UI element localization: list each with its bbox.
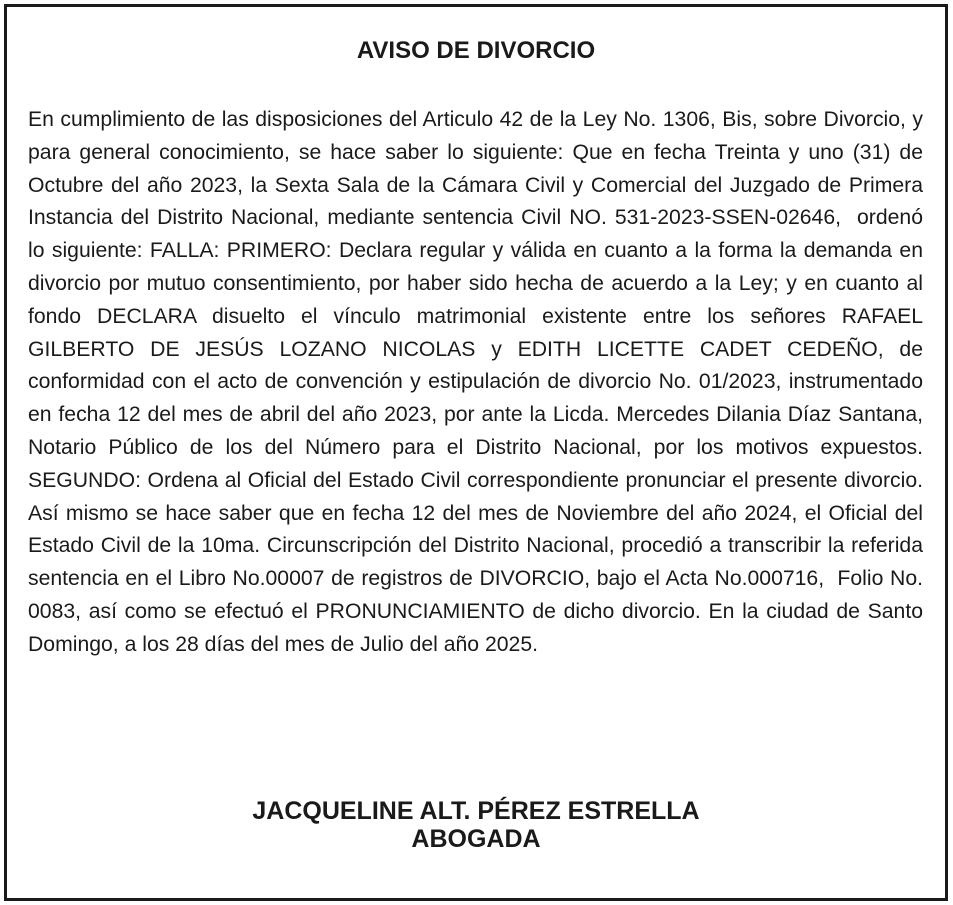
signature-block	[7, 797, 945, 853]
notice-title: AVISO DE DIVORCIO	[356, 37, 596, 64]
signature-title: ABOGADA	[411, 825, 541, 853]
signature-name: JACQUELINE ALT. PÉREZ ESTRELLA	[252, 797, 700, 825]
notice-frame	[4, 4, 948, 901]
notice-body-text: En cumplimiento de las disposiciones del Articulo 42 de la Ley No. 1306, Bis, sobre Divorcio, y para general conocimiento, se hace saber lo siguiente: Que en fecha Treinta y uno (31) de Octubre del año 2023, la Sexta Sala de la Cámara Civil y Comercial del Juzgado de Primera Instancia del Distrito Nacional, mediante sentencia Civil NO. 531-2023-SSEN-02646, ordenó lo siguiente: FALLA: PRIMERO: Declara regular y válida en cuanto a la forma la demanda en divorcio por mutuo consentimiento, por haber sido hecha de acuerdo a la Ley; y en cuanto al fondo DECLARA disuelto el vínculo matrimonial existente entre los señores RAFAEL GILBERTO DE JESÚS LOZANO NICOLAS y EDITH LICETTE CADET CEDEÑO, de conformidad con el acto de convención y estipulación de divorcio No. 01/2023, instrumentado en fecha 12 del mes de abril del año 2023, por ante la Licda. Mercedes Dilania Díaz Santana, Notario Público de los del Número para el Distrito Nacional, por los motivos expuestos. SEGUNDO: Ordena al Oficial del Estado Civil correspondiente pronunciar el presente divorcio. Así mismo se hace saber que en fecha 12 del mes de Noviembre del año 2024, el Oficial del Estado Civil de la 10ma. Circunscripción del Distrito Nacional, procedió a transcribir la referida sentencia en el Libro No.00007 de registros de DIVORCIO, bajo el Acta No.000716, Folio No. 0083, así como se efectuó el PRONUNCIAMIENTO de dicho divorcio. En la ciudad de Santo Domingo, a los 28 días del mes de Julio del año 2025.	[28, 108, 929, 656]
